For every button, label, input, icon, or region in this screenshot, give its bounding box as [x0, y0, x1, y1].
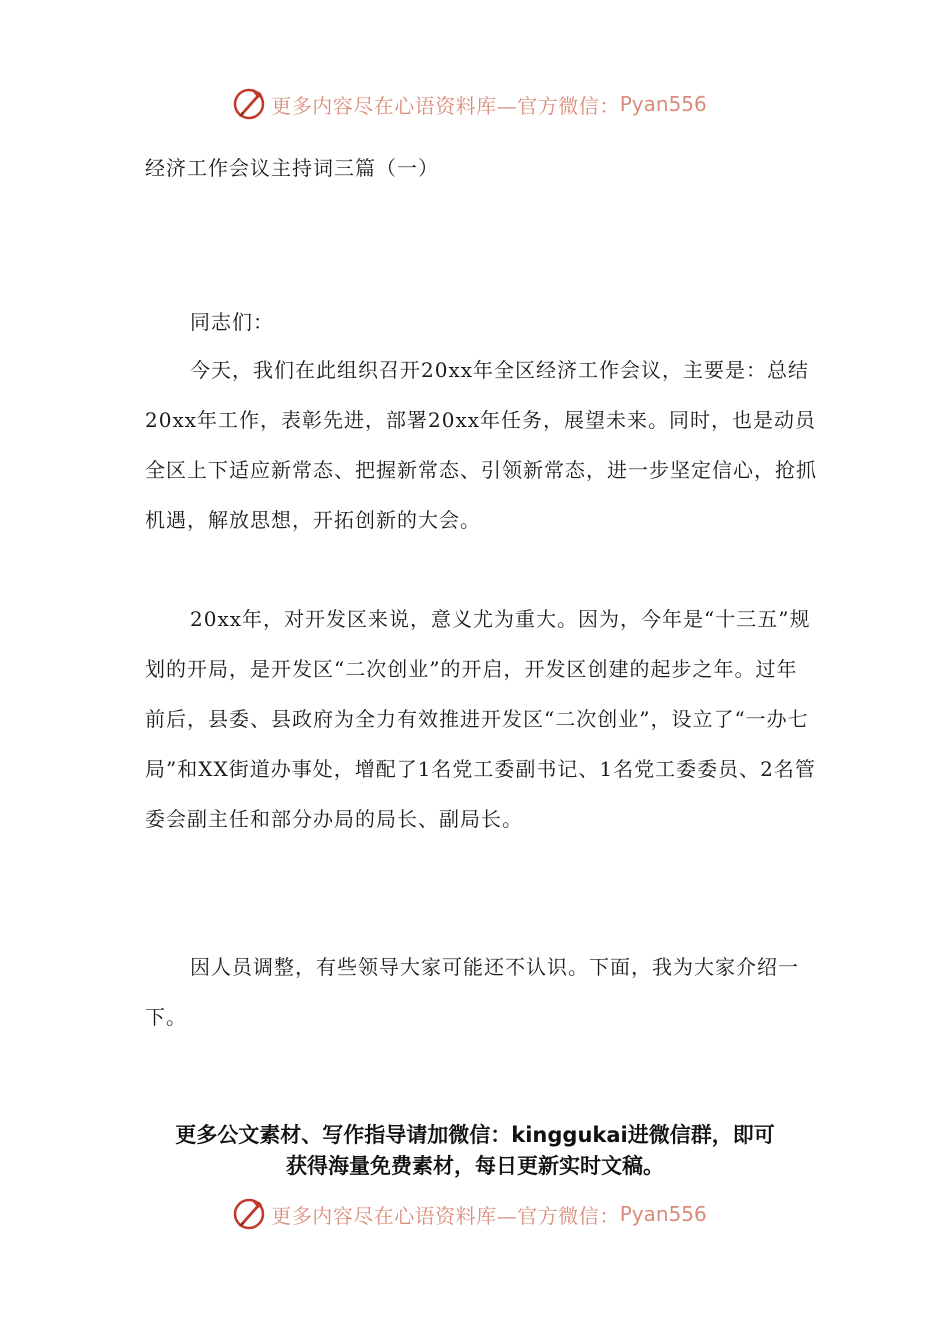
header-brand-banner: [0, 84, 950, 124]
promo-line-1: 更多公文素材、写作指导请加微信：kinggukai进微信群，即可: [175, 1123, 775, 1147]
quill-pen-circle-icon: [231, 1196, 267, 1232]
brand-slogan: 更多内容尽在心语资料库—官方微信：: [271, 93, 620, 118]
brand-wechat-id: Pyan556: [619, 1202, 707, 1226]
document-title: 经济工作会议主持词三篇（一）: [145, 156, 439, 180]
paragraph-2: 20xx年，对开发区来说，意义尤为重大。因为，今年是“十三五”规划的开局，是开发区“二次创业”的开启，开发区创建的起步之年。过年前后，县委、县政府为全力有效推进开发区“二次创业”，设立了“一办七局”和XX街道办事处，增配了1名党工委副书记、1名党工委委员、2名管委会副主任和部分办局的局长、副局长。: [145, 607, 816, 831]
brand-wechat-id: Pyan556: [619, 92, 707, 116]
promo-line-2: 获得海量免费素材，每日更新实时文稿。: [286, 1154, 664, 1178]
paragraph-3: 因人员调整，有些领导大家可能还不认识。下面，我为大家介绍一下。: [145, 955, 799, 1029]
promo-notice: [0, 1120, 950, 1182]
quill-pen-circle-icon: [231, 86, 267, 122]
paragraph-1: 今天，我们在此组织召开20xx年全区经济工作会议，主要是：总结20xx年工作，表彰先进，部署20xx年任务，展望未来。同时，也是动员全区上下适应新常态、把握新常态、引领新常态，进一步坚定信心，抢抓机遇，解放思想，开拓创新的大会。: [145, 358, 817, 532]
greeting: 同志们：: [190, 310, 274, 334]
footer-brand-banner: [0, 1194, 950, 1234]
brand-slogan: 更多内容尽在心语资料库—官方微信：: [271, 1203, 620, 1228]
